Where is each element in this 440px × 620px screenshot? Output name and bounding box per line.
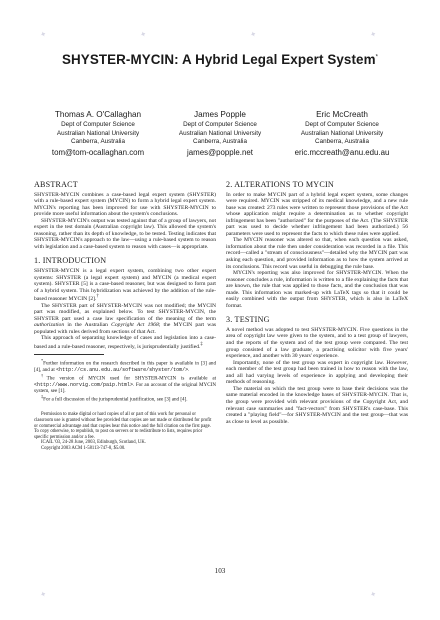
author-name: James Popple [194, 110, 246, 119]
permission-notice: Permission to make digital or hard copies of all or part of this work for personal or classroom use is granted without fee provided that copies are not made or distributed for profit or commercial advantage and that copies bear this notice and the full citation on the first page. To copy otherwise, to republish, to post on servers or to redistribute to lists, requires prior specific permission and/or a fee. [34, 412, 212, 440]
author-email[interactable]: james@popple.net [187, 147, 253, 157]
author-block-1 [36, 111, 160, 157]
footnote-text: The version of MYCIN used for SHYSTER-MYCIN is available at [46, 375, 217, 382]
title-footnote-mark: * [375, 54, 379, 61]
footnote [34, 394, 216, 403]
author-org: Australian National University [178, 129, 262, 137]
footnote-mark: † [41, 372, 47, 378]
author-city: Canberra, Australia [71, 138, 125, 146]
footnote-rule [34, 354, 104, 355]
author-email[interactable]: eric.mccreath@anu.edu.au [294, 147, 390, 157]
copyright-line: Copyright 2003 ACM 1-58113-747-8, $5.00. [41, 445, 126, 451]
author-name: Eric McCreath [316, 110, 368, 119]
abstract-paragraph: SHYSTER-MYCIN's output was tested against that of a group of lawyers, not expert in the test domain (Australian copyright law). This allowed the system's reasoning, rather than its depth of knowledge, to be tested. Testing indicates that SHYSTER-MYCIN's approach to the law—using a rule-based system to reason with legislation and a case-based system to reason with cases—is appropriate. [34, 217, 217, 250]
author-dept: Dept of Computer Science [305, 121, 379, 129]
testing-paragraph: The material on which the test group were to base their decisions was the same material encoded in the knowledge bases of SHYSTER-MYCIN. That is, the group were provided with relevant provisions of the Copyright Act, and relevant case summaries and "fact-vectors" from SHYSTER's case-base. This created a "playing field"—for SHYSTER-MYCIN and the test group—that was as close to level as possible. [226, 385, 408, 425]
footnote-mark: ‡ [200, 341, 203, 347]
footnote-text: . For an account of the original MYCIN system, see [1]. [34, 381, 216, 394]
author-block-2 [158, 111, 282, 157]
testing-paragraph: A novel method was adopted to test SHYSTER-MYCIN. Five questions in the area of copyright law were given to the system, and to a test group of lawyers, and the reports of the system and of the test group were compared. The test group consisted of a law graduate, a practising solicitor with five years' experience, and another with 30 years' experience. [226, 326, 408, 360]
intro-text: SHYSTER-MYCIN is a legal expert system, combining two other expert systems: SHYSTER (a legal expert system) and MYCIN (a medical expert system). SHYSTER [5] is a case-based reasoner, but was designed to form part of a hybrid system. This hybridization was achieved by the addition of the rule-based reasoner MYCIN [2]. [34, 268, 216, 303]
author-dept: Dept of Computer Science [61, 121, 135, 129]
intro-paragraph-3 [34, 335, 216, 350]
footnote-mark: † [96, 294, 99, 300]
footnote-url[interactable]: <http://www.norvig.com/paip.html> [34, 381, 134, 388]
intro-emphasis: authorization [34, 322, 65, 329]
intro-paragraph-1 [34, 268, 216, 303]
watermark: ✦ [138, 29, 149, 40]
author-name: Thomas A. O'Callaghan [54, 110, 142, 119]
intro-text: ; the MYCIN part was populated with rules derived from sections of that Act. [34, 322, 216, 335]
intro-text: in the Australian [64, 322, 112, 329]
author-email[interactable]: tom@tom-ocallaghan.com [51, 147, 145, 157]
testing-paragraph: Importantly, none of the test group was expert in copyright law. However, each member of the test group had been trained in how to reason with the law, and all had varying levels of experience in applying and developing their methods of reasoning. [226, 359, 408, 386]
footnote-text: . [188, 366, 190, 373]
alterations-paragraph: The MYCIN reasoner was altered so that, when each question was asked, information about the rule then under consideration was recorded in a file. This record—called a "stream of consciousness"—detailed why the MYCIN part was asking each question, and provided information as to how the system arrived at its conclusions. This record was useful in debugging the rule base. [226, 237, 408, 270]
abstract-paragraph: SHYSTER-MYCIN combines a case-based legal expert system (SHYSTER) with a rule-based expert system (MYCIN) to form a hybrid legal expert system. MYCIN's reporting has been improved for use with SHYSTER-MYCIN to provide more useful information about the system's conclusions. [34, 191, 216, 218]
footnote-mark: * [41, 358, 44, 364]
paper-title [0, 52, 440, 67]
alterations-paragraph: MYCIN's reporting was also improved for SHYSTER-MYCIN. When the reasoner concludes a rule, information is written to a file explaining the facts that are known, the rule that was applied to those facts, and the conclusion that was made. This information was marked-up with LaTeX tags so that it could be easily combined with the output from SHYSTER, which is also in LaTeX format. [226, 270, 408, 309]
intro-text: This approach of separating knowledge of cases and legislation into a case-based and a rule-based reasoner, respectively, is jurisprudentially justified. [34, 335, 216, 350]
author-org: Australian National University [56, 129, 140, 137]
watermark: ✦ [38, 29, 49, 40]
footnote-text: For a full discussion of the jurisprudential justification, see [3] and [4]. [43, 396, 188, 403]
footnote-text: Further information on the research described in this paper is available in [3] and [4], and at [34, 360, 216, 373]
watermark: ✦ [248, 29, 259, 40]
footnote-mark: ‡ [41, 393, 44, 399]
footnote [34, 373, 216, 394]
testing-heading: 3. TESTING [226, 315, 270, 325]
alterations-heading: 2. ALTERATIONS TO MYCIN [226, 180, 334, 189]
intro-emphasis: Copyright Act 1968 [111, 322, 159, 329]
venue-line: ICAIL '03, 24-28 June, 2003, Edinburgh, Scotland, UK. [41, 440, 146, 446]
watermark: ✦ [368, 589, 379, 600]
intro-heading: 1. INTRODUCTION [34, 256, 107, 266]
author-city: Canberra, Australia [193, 138, 247, 146]
intro-text: The SHYSTER part of SHYSTER-MYCIN was not modified; the MYCIN part was modified, as explained below. To test SHYSTER-MYCIN, the SHYSTER part used a case law specification of the meaning of the term [34, 302, 216, 322]
author-org: Australian National University [300, 129, 384, 137]
watermark: ✦ [38, 589, 49, 600]
author-city: Canberra, Australia [315, 138, 369, 146]
footnote-url[interactable]: <http://cs.anu.edu.au/software/shyster/tom/> [56, 366, 189, 373]
footnote [34, 358, 216, 373]
watermark: ✦ [368, 29, 379, 40]
intro-paragraph-2 [34, 303, 216, 336]
abstract-heading: ABSTRACT [34, 180, 78, 189]
left-column [34, 182, 216, 452]
title-text: SHYSTER-MYCIN: A Hybrid Legal Expert System [61, 52, 376, 67]
right-column [226, 182, 408, 425]
alterations-paragraph: In order to make MYCIN part of a hybrid legal expert system, some changes were required. MYCIN was stripped of its medical knowledge, and a new rule base was created: 273 rules were written to represent those provisions of the Act whose application might require a determination as to whether copyright infringement has been "authorized" for the purposes of the Act. (The SHYSTER part was used to decide whether infringement had been authorized.) 56 parameters were used to represent the facts to which these rules were applied. [226, 191, 408, 237]
page-number: 103 [214, 567, 226, 575]
author-block-3 [280, 111, 404, 157]
author-dept: Dept of Computer Science [183, 121, 257, 129]
